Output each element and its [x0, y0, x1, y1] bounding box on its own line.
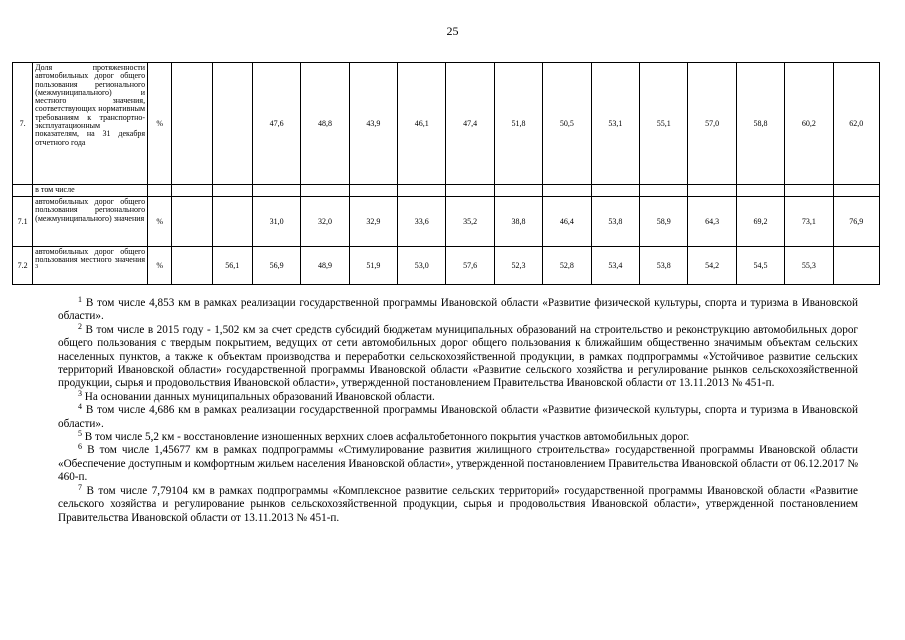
footnote [58, 388, 858, 404]
unit-cell: % [148, 63, 172, 185]
footnote-text: В том числе 4,686 км в рамках реализации государственной программы Ивановской области «Развитие физической культуры, спорта и туризма в Ивановской области». [58, 404, 859, 430]
page-number: 25 [446, 24, 459, 38]
footnote [58, 482, 858, 525]
footnote-mark: 2 [78, 321, 82, 331]
value-cell: 47,4 [446, 63, 494, 185]
value-cell: 56,1 [212, 247, 252, 285]
footnote-mark: 5 [78, 429, 82, 439]
value-cell: 32,0 [301, 197, 349, 247]
value-cell [494, 185, 542, 197]
value-cell: 33,6 [398, 197, 446, 247]
value-cell: 38,8 [494, 197, 542, 247]
value-cell: 46,1 [398, 63, 446, 185]
value-cell: 69,2 [736, 197, 784, 247]
indicator-name-text: Доля протяженности автомобильных дорог общего пользования регионального (межмуниципального) и местного значения, соответствующих нормативным требованиям к транспортно-эксплуатационным показателям, на 31 декабря отчетного года [35, 63, 146, 147]
value-cell [543, 185, 591, 197]
value-cell: 46,4 [543, 197, 591, 247]
value-cell: 51,9 [349, 247, 397, 285]
row-number: 7.1 [13, 197, 33, 247]
value-cell [252, 185, 300, 197]
value-cell: 62,0 [833, 63, 879, 185]
value-cell [172, 185, 212, 197]
indicator-name-text: в том числе [35, 185, 75, 194]
row-number: 7.2 [13, 247, 33, 285]
footnote-mark: 7 [78, 482, 82, 492]
footnote-text: В том числе в 2015 году - 1,502 км за счет средств субсидий бюджетам муниципальных образований на строительство и реконструкцию автомобильных дорог общего пользования с твердым покрытием, ведущих от сети автомобильных дорог общего пользования к ближайшим общественно значимым объектам сельских населенных пунктов, а также к объектам производства и переработки сельскохозяйственной продукции, в рамках подпрограммы «Устойчивое развитие сельских территорий Ивановской области» государственной программы Ивановской области «Развитие сельского хозяйства и регулирование рынков сельскохозяйственной продукции, сырья и продовольствия Ивановской области», утвержденной постановлением Правительства Ивановской области от 13.11.2013 № 451-п. [58, 323, 859, 390]
value-cell [688, 185, 736, 197]
value-cell [736, 185, 784, 197]
value-cell: 76,9 [833, 197, 879, 247]
table-row [13, 247, 880, 285]
value-cell: 53,8 [591, 197, 639, 247]
value-cell [172, 247, 212, 285]
value-cell: 52,8 [543, 247, 591, 285]
indicator-name-text: автомобильных дорог общего пользования регионального (межмуниципального) значения [35, 197, 146, 223]
value-cell [446, 185, 494, 197]
value-cell: 73,1 [785, 197, 833, 247]
table-row [13, 63, 880, 185]
value-cell: 51,8 [494, 63, 542, 185]
value-cell: 54,5 [736, 247, 784, 285]
value-cell: 57,6 [446, 247, 494, 285]
footnote-text: В том числе 7,79104 км в рамках подпрограммы «Комплексное развитие сельских территорий» государственной программы Ивановской области «Развитие сельского хозяйства и регулирование рынков сельскохозяйственной продукции, сырья и продовольствия Ивановской области», утвержденной постановлением Правительства Ивановской области от 13.11.2013 № 451-п. [58, 484, 858, 524]
footnote-mark: 6 [78, 442, 82, 452]
value-cell: 56,9 [252, 247, 300, 285]
footnote [58, 431, 858, 444]
value-cell: 53,4 [591, 247, 639, 285]
value-cell: 52,3 [494, 247, 542, 285]
value-cell: 55,1 [640, 63, 688, 185]
value-cell: 57,0 [688, 63, 736, 185]
footnote-mark: 1 [78, 295, 82, 304]
value-cell: 47,6 [252, 63, 300, 185]
value-cell: 48,8 [301, 63, 349, 185]
indicator-name [33, 197, 148, 247]
value-cell: 55,3 [785, 247, 833, 285]
value-cell [212, 197, 252, 247]
footnote-text: В том числе 5,2 км - восстановление изношенных верхних слоев асфальтобетонного покрытия участков автомобильных дорог. [84, 431, 690, 444]
footnote-mark: 3 [35, 263, 39, 270]
value-cell [640, 185, 688, 197]
table-row [13, 197, 880, 247]
value-cell: 53,8 [640, 247, 688, 285]
indicator-name [33, 63, 148, 185]
value-cell [785, 185, 833, 197]
value-cell: 50,5 [543, 63, 591, 185]
value-cell: 53,0 [398, 247, 446, 285]
value-cell: 48,9 [301, 247, 349, 285]
row-number: 7. [13, 63, 33, 185]
value-cell: 35,2 [446, 197, 494, 247]
value-cell [398, 185, 446, 197]
indicator-name [33, 185, 148, 197]
value-cell [301, 185, 349, 197]
footnote [58, 297, 858, 324]
unit-cell: % [148, 247, 172, 285]
footnote-text: На основании данных муниципальных образований Ивановской области. [84, 390, 435, 403]
footnote-mark: 4 [78, 402, 82, 412]
value-cell: 58,8 [736, 63, 784, 185]
value-cell [833, 247, 879, 285]
value-cell: 31,0 [252, 197, 300, 247]
value-cell [591, 185, 639, 197]
value-cell: 53,1 [591, 63, 639, 185]
unit-cell: % [148, 197, 172, 247]
table-row [13, 185, 880, 197]
footnote [58, 321, 859, 391]
value-cell [349, 185, 397, 197]
value-cell [833, 185, 879, 197]
value-cell: 43,9 [349, 63, 397, 185]
indicator-name [33, 247, 148, 285]
value-cell: 54,2 [688, 247, 736, 285]
value-cell: 60,2 [785, 63, 833, 185]
value-cell [212, 63, 252, 185]
value-cell [212, 185, 252, 197]
indicator-name-text: автомобильных дорог общего пользования местного значения [35, 247, 146, 265]
footnote-mark: 3 [78, 388, 82, 398]
footnote-text: В том числе 4,853 км в рамках реализации государственной программы Ивановской области «Развитие физической культуры, спорта и туризма в Ивановской области». [58, 297, 859, 323]
unit-cell [148, 185, 172, 197]
footnote [58, 444, 858, 484]
indicator-table [12, 62, 880, 285]
value-cell: 32,9 [349, 197, 397, 247]
footnotes [58, 297, 858, 525]
footnote-text: В том числе 1,45677 км в рамках подпрограммы «Стимулирование развития жилищного строительства» государственной программы Ивановской области «Обеспечение доступным и комфортным жильем населения Ивановской области», утвержденной постановлением Правительства Ивановской области от 06.12.2017 № 460-п. [58, 444, 858, 484]
row-number [13, 185, 33, 197]
value-cell: 58,9 [640, 197, 688, 247]
table-body [13, 63, 880, 285]
value-cell [172, 197, 212, 247]
value-cell: 64,3 [688, 197, 736, 247]
footnote [58, 404, 858, 431]
value-cell [172, 63, 212, 185]
